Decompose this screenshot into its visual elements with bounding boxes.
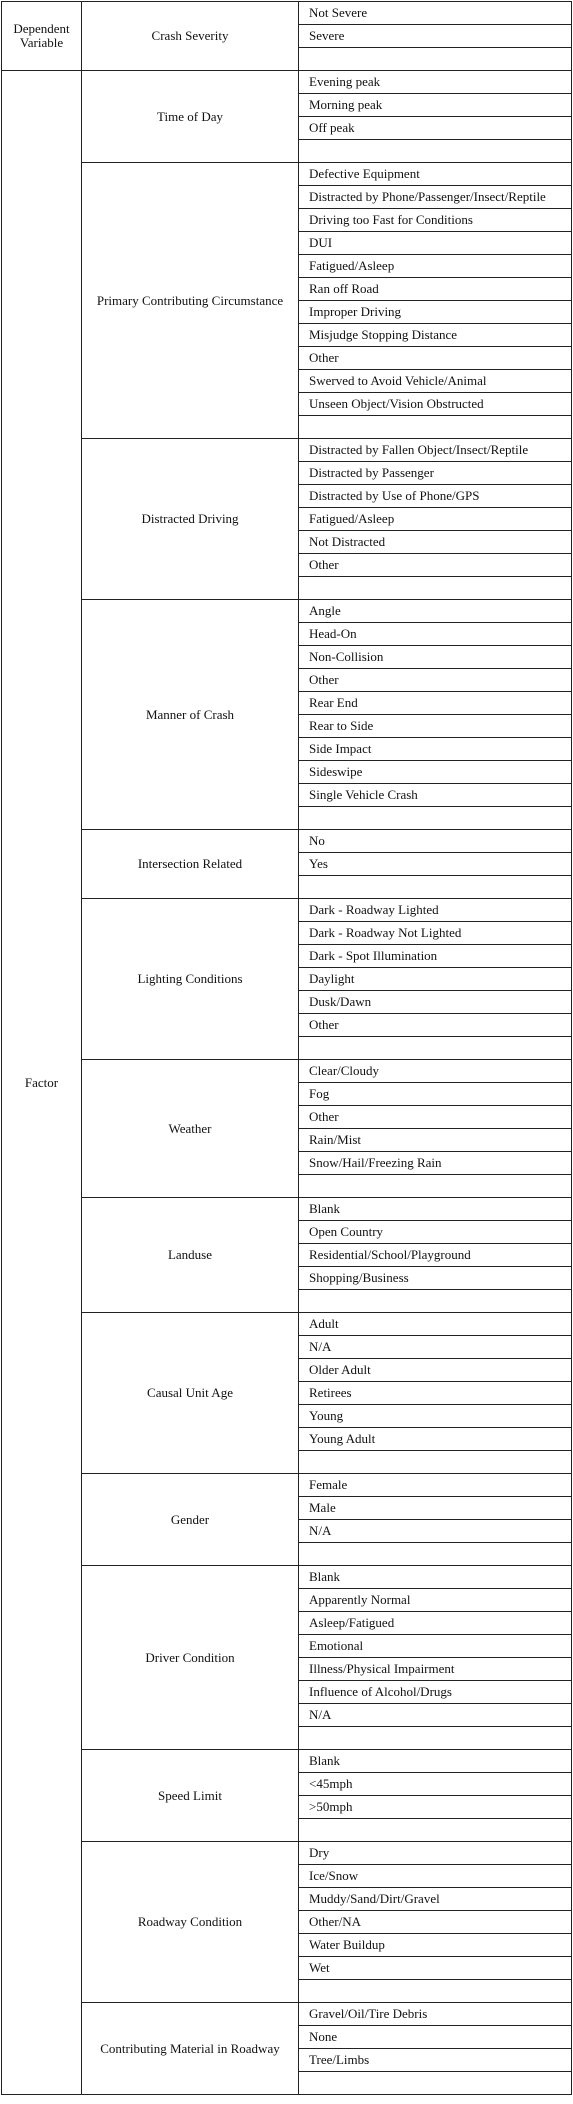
category-value xyxy=(299,807,572,830)
category-value: Blank xyxy=(299,1750,572,1773)
variable-name-roadway-condition: Roadway Condition xyxy=(82,1842,299,2003)
dependent-variable-label: Dependent Variable xyxy=(2,2,82,71)
category-value: Rain/Mist xyxy=(299,1129,572,1152)
category-value: Open Country xyxy=(299,1221,572,1244)
variable-name-intersection-related: Intersection Related xyxy=(82,830,299,899)
table-row xyxy=(2,439,572,462)
variable-name-crash-severity: Crash Severity xyxy=(82,2,299,71)
variable-name-landuse: Landuse xyxy=(82,1198,299,1313)
variable-name-primary-contributing-circumstance: Primary Contributing Circumstance xyxy=(82,163,299,439)
category-value: Head-On xyxy=(299,623,572,646)
category-value: Other/NA xyxy=(299,1911,572,1934)
category-value: Other xyxy=(299,554,572,577)
category-value: Female xyxy=(299,1474,572,1497)
category-value: Yes xyxy=(299,853,572,876)
category-value: Dry xyxy=(299,1842,572,1865)
category-value: Defective Equipment xyxy=(299,163,572,186)
category-value: Other xyxy=(299,1106,572,1129)
variable-name-distracted-driving: Distracted Driving xyxy=(82,439,299,600)
category-value: Distracted by Use of Phone/GPS xyxy=(299,485,572,508)
category-value: Asleep/Fatigued xyxy=(299,1612,572,1635)
category-value: Not Severe xyxy=(299,2,572,25)
category-value: Snow/Hail/Freezing Rain xyxy=(299,1152,572,1175)
category-value: Fog xyxy=(299,1083,572,1106)
category-value xyxy=(299,2072,572,2095)
category-value: Influence of Alcohol/Drugs xyxy=(299,1681,572,1704)
category-value: Dark - Spot Illumination xyxy=(299,945,572,968)
category-value: Distracted by Fallen Object/Insect/Reptile xyxy=(299,439,572,462)
category-value: Unseen Object/Vision Obstructed xyxy=(299,393,572,416)
table-row xyxy=(2,1750,572,1773)
category-value: Residential/School/Playground xyxy=(299,1244,572,1267)
category-value: Ran off Road xyxy=(299,278,572,301)
category-value: Young Adult xyxy=(299,1428,572,1451)
table-row xyxy=(2,830,572,853)
category-value: Severe xyxy=(299,25,572,48)
category-value: DUI xyxy=(299,232,572,255)
table-row xyxy=(2,1566,572,1589)
category-value xyxy=(299,416,572,439)
category-value: Blank xyxy=(299,1198,572,1221)
category-value: Emotional xyxy=(299,1635,572,1658)
category-value: Rear End xyxy=(299,692,572,715)
variable-name-contributing-material-in-roadway: Contributing Material in Roadway xyxy=(82,2003,299,2095)
category-value: Non-Collision xyxy=(299,646,572,669)
category-value: Other xyxy=(299,669,572,692)
category-value: Shopping/Business xyxy=(299,1267,572,1290)
category-value: Male xyxy=(299,1497,572,1520)
category-value: Sideswipe xyxy=(299,761,572,784)
variables-table xyxy=(1,1,572,2095)
table-row xyxy=(2,600,572,623)
category-value: N/A xyxy=(299,1520,572,1543)
category-value: Older Adult xyxy=(299,1359,572,1382)
category-value: None xyxy=(299,2026,572,2049)
table-row xyxy=(2,1313,572,1336)
category-value xyxy=(299,577,572,600)
category-value: Clear/Cloudy xyxy=(299,1060,572,1083)
variable-name-time-of-day: Time of Day xyxy=(82,71,299,163)
category-value: Driving too Fast for Conditions xyxy=(299,209,572,232)
category-value: Illness/Physical Impairment xyxy=(299,1658,572,1681)
category-value: Ice/Snow xyxy=(299,1865,572,1888)
category-value: N/A xyxy=(299,1336,572,1359)
category-value: Side Impact xyxy=(299,738,572,761)
category-value: Muddy/Sand/Dirt/Gravel xyxy=(299,1888,572,1911)
category-value: Dark - Roadway Not Lighted xyxy=(299,922,572,945)
category-value xyxy=(299,876,572,899)
category-value xyxy=(299,1290,572,1313)
category-value: Swerved to Avoid Vehicle/Animal xyxy=(299,370,572,393)
category-value: Distracted by Phone/Passenger/Insect/Reptile xyxy=(299,186,572,209)
category-value: Other xyxy=(299,347,572,370)
category-value: Improper Driving xyxy=(299,301,572,324)
category-value: Blank xyxy=(299,1566,572,1589)
variable-name-manner-of-crash: Manner of Crash xyxy=(82,600,299,830)
category-value: Dark - Roadway Lighted xyxy=(299,899,572,922)
category-value: Angle xyxy=(299,600,572,623)
category-value xyxy=(299,1980,572,2003)
category-value: Misjudge Stopping Distance xyxy=(299,324,572,347)
table-row xyxy=(2,1198,572,1221)
variable-name-weather: Weather xyxy=(82,1060,299,1198)
category-value: Not Distracted xyxy=(299,531,572,554)
category-value: Off peak xyxy=(299,117,572,140)
category-value: Water Buildup xyxy=(299,1934,572,1957)
variable-name-causal-unit-age: Causal Unit Age xyxy=(82,1313,299,1474)
category-value: Rear to Side xyxy=(299,715,572,738)
category-value: Other xyxy=(299,1014,572,1037)
table-row xyxy=(2,1842,572,1865)
category-value: Tree/Limbs xyxy=(299,2049,572,2072)
category-value: Morning peak xyxy=(299,94,572,117)
table-row xyxy=(2,1474,572,1497)
category-value: <45mph xyxy=(299,1773,572,1796)
variable-name-driver-condition: Driver Condition xyxy=(82,1566,299,1750)
category-value: Young xyxy=(299,1405,572,1428)
category-value: Daylight xyxy=(299,968,572,991)
category-value xyxy=(299,1451,572,1474)
category-value: Wet xyxy=(299,1957,572,1980)
category-value: Fatigued/Asleep xyxy=(299,508,572,531)
table-row xyxy=(2,71,572,94)
category-value: Retirees xyxy=(299,1382,572,1405)
category-value: Apparently Normal xyxy=(299,1589,572,1612)
category-value: >50mph xyxy=(299,1796,572,1819)
category-value: Adult xyxy=(299,1313,572,1336)
table-row xyxy=(2,899,572,922)
category-value xyxy=(299,1543,572,1566)
variable-name-lighting-conditions: Lighting Conditions xyxy=(82,899,299,1060)
table-row xyxy=(2,2,572,25)
category-value xyxy=(299,1175,572,1198)
category-value xyxy=(299,1819,572,1842)
category-value: Fatigued/Asleep xyxy=(299,255,572,278)
category-value: Distracted by Passenger xyxy=(299,462,572,485)
category-value xyxy=(299,1727,572,1750)
table-row xyxy=(2,1060,572,1083)
category-value xyxy=(299,140,572,163)
table-row xyxy=(2,163,572,186)
category-value: N/A xyxy=(299,1704,572,1727)
variables-table-body xyxy=(2,2,572,2095)
variable-name-speed-limit: Speed Limit xyxy=(82,1750,299,1842)
table-row xyxy=(2,2003,572,2026)
category-value xyxy=(299,48,572,71)
category-value: Gravel/Oil/Tire Debris xyxy=(299,2003,572,2026)
category-value: Single Vehicle Crash xyxy=(299,784,572,807)
category-value: Evening peak xyxy=(299,71,572,94)
category-value: No xyxy=(299,830,572,853)
factor-label: Factor xyxy=(2,71,82,2095)
variable-name-gender: Gender xyxy=(82,1474,299,1566)
category-value: Dusk/Dawn xyxy=(299,991,572,1014)
category-value xyxy=(299,1037,572,1060)
